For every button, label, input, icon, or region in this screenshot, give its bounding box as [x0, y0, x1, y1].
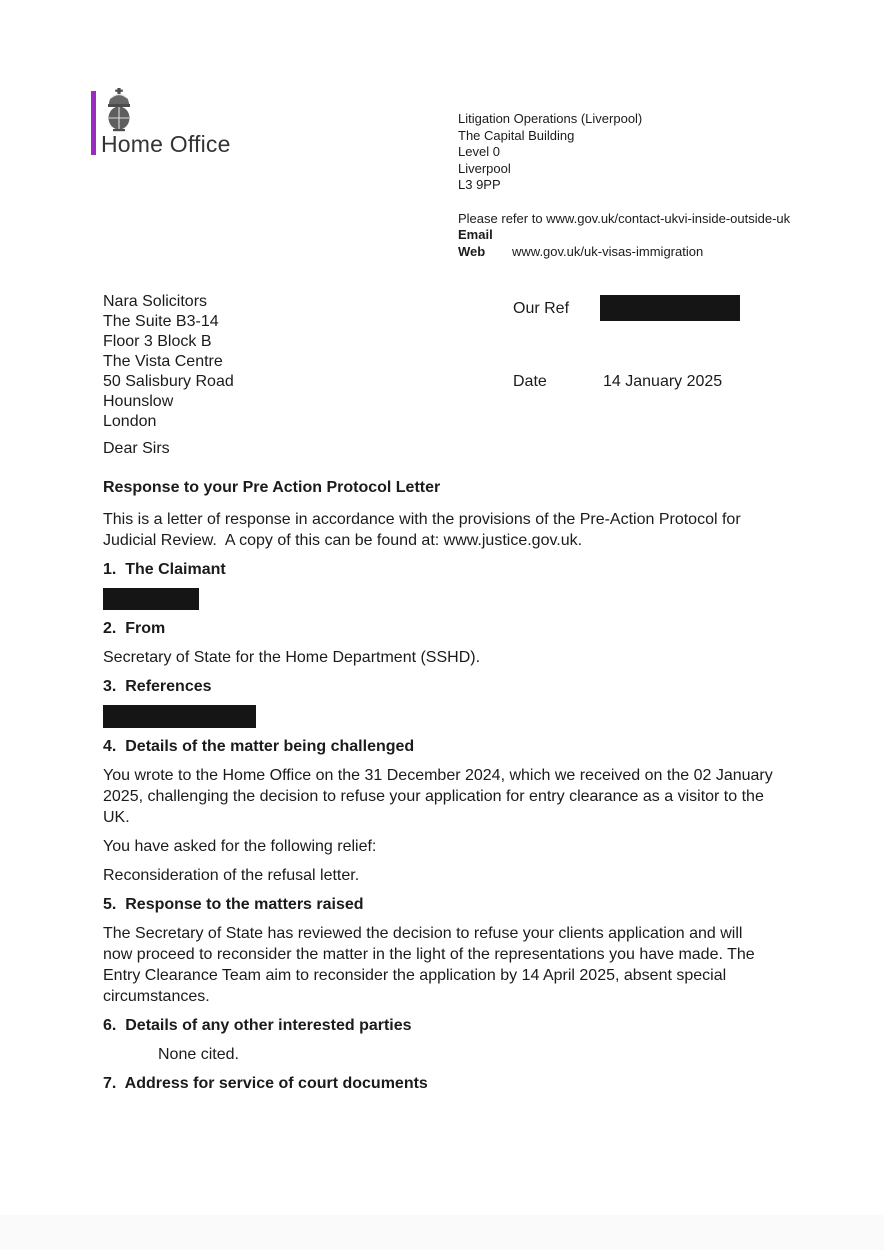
section-4-paragraph-3: Reconsideration of the refusal letter.: [103, 867, 360, 884]
our-ref-redaction-bar: [600, 295, 740, 321]
section-2-text: Secretary of State for the Home Department (SSHD).: [103, 649, 481, 666]
section-1-heading: 1. The Claimant: [103, 561, 226, 578]
section-5-heading: 5. Response to the matters raised: [103, 896, 364, 913]
refer-line: Please refer to www.gov.uk/contact-ukvi-inside-outside-uk: [458, 210, 791, 226]
home-office-accent-bar: [91, 91, 96, 155]
date-label: Date: [513, 373, 547, 390]
web-value: www.gov.uk/uk-visas-immigration: [512, 243, 704, 259]
section-6-heading: 6. Details of any other interested parties: [103, 1017, 412, 1034]
recipient-address-line: The Suite B3-14: [103, 313, 219, 330]
recipient-address-line: 50 Salisbury Road: [103, 373, 234, 390]
recipient-address-line: Floor 3 Block B: [103, 333, 212, 350]
home-office-logo-text: Home Office: [101, 131, 231, 157]
sender-address-block: [458, 111, 858, 260]
recipient-address-line-clipped: London: [103, 413, 157, 430]
section-4-heading: 4. Details of the matter being challenged: [103, 738, 415, 755]
sender-address-line: Liverpool: [458, 160, 511, 176]
section-4-paragraph-2: You have asked for the following relief:: [103, 838, 377, 855]
page-bottom-band: [0, 1215, 884, 1250]
web-label: Web: [458, 243, 486, 259]
recipient-address-line: The Vista Centre: [103, 353, 223, 370]
email-row: [458, 227, 858, 244]
sender-address-line: Litigation Operations (Liverpool): [458, 111, 643, 126]
section-4-paragraph-1: You wrote to the Home Office on the 31 December 2024, which we received on the 02 January 2025, challenging the decision to refuse your application for entry clearance as a visitor to the UK.: [103, 767, 778, 826]
salutation: Dear Sirs: [103, 440, 170, 457]
web-row: [458, 244, 858, 261]
our-ref-label: Our Ref: [513, 300, 570, 317]
recipient-address-block: [103, 292, 234, 430]
sender-address-line: Level 0: [458, 144, 500, 159]
section-6-text: None cited.: [158, 1046, 239, 1063]
section-3-heading: 3. References: [103, 678, 212, 695]
intro-paragraph: This is a letter of response in accordance with the provisions of the Pre-Action Protocol for Judicial Review. A copy of this can be found at: www.justice.gov.uk.: [103, 511, 746, 549]
claimant-redaction-bar: [103, 588, 199, 610]
sender-address-line: L3 9PP: [458, 177, 501, 192]
letter-body: [103, 438, 778, 1102]
sender-address-line: The Capital Building: [458, 127, 575, 143]
references-redaction-bar: [103, 705, 256, 728]
section-2-heading: 2. From: [103, 620, 166, 637]
royal-crest-icon: [102, 88, 136, 137]
date-value: 14 January 2025: [603, 373, 723, 390]
section-7-heading: 7. Address for service of court documents: [103, 1075, 428, 1092]
section-5-paragraph: The Secretary of State has reviewed the decision to refuse your clients application and will now proceed to reconsider the matter in the light of the representations you have made. The Entry Clearance Team aim to reconsider the application by 14 April 2025, absent special circumstances.: [103, 925, 760, 1005]
recipient-address-line: Hounslow: [103, 393, 174, 410]
letter-title: Response to your Pre Action Protocol Letter: [103, 479, 441, 496]
recipient-address-line: Nara Solicitors: [103, 293, 208, 310]
email-label: Email: [458, 227, 493, 242]
